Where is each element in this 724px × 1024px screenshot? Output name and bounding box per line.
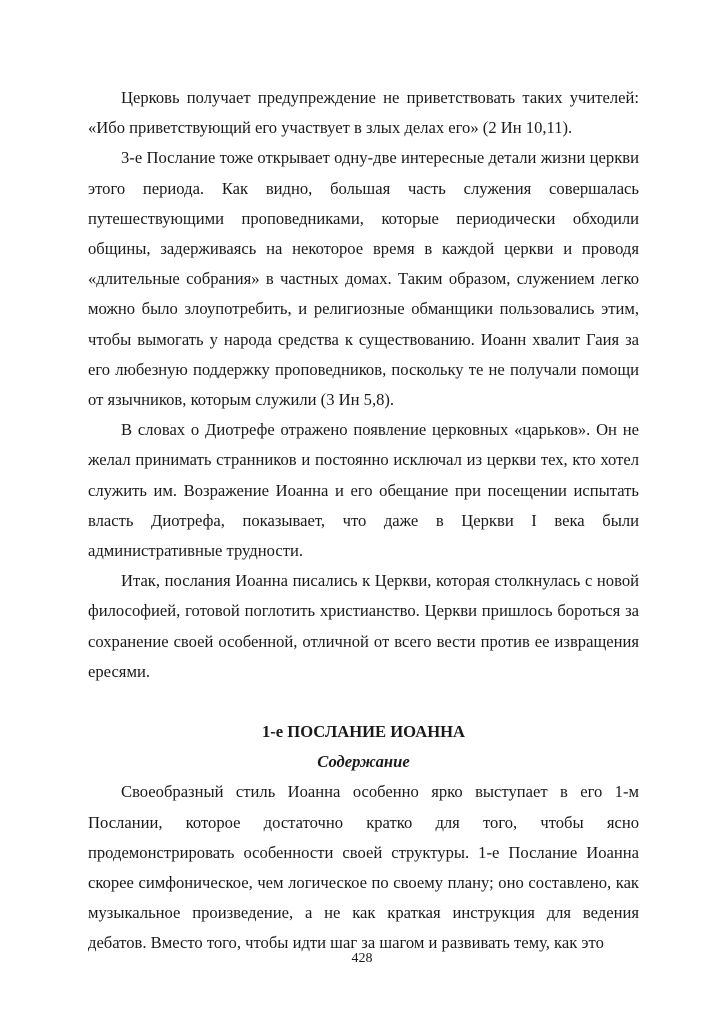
page-number: 428 <box>351 951 373 966</box>
page-body <box>88 83 639 959</box>
paragraph-first-epistle-style: Своеобразный стиль Иоанна особенно ярко выступает в его 1-м Послании, которое достаточно кратко для того, чтобы ясно продемонстрировать особенности своей структуры. 1-е Послание Иоанна скорее симфоническое, чем логическое по своему плану; оно составлено, как музыкальное произведение, а не как краткая инструкция для ведения дебатов. Вместо того, чтобы идти шаг за шагом и развивать тему, как это <box>88 782 639 953</box>
section-heading: 1-е ПОСЛАНИЕ ИОАННА <box>261 722 466 742</box>
paragraph-warning-teachers: Церковь получает предупреждение не приветствовать таких учителей: «Ибо приветствующий его участвует в злых делах его» (2 Ин 10,11). <box>88 88 639 138</box>
paragraph-conclusion: Итак, послания Иоанна писались к Церкви, которая столкнулась с новой философией, готовой поглотить христианство. Церкви пришлось бороться за сохранение своей особенной, отличной от всего вести против ее извращения ересями. <box>88 571 639 681</box>
paragraph-third-epistle: 3-е Послание тоже открывает одну-две интересные детали жизни церкви этого периода. Как видно, большая часть служения совершалась путешествующими проповедниками, которые периодически обходили общины, задерживаясь на некоторое время в каждой церкви и проводя «длительные собрания» в частных домах. Таким образом, служением легко можно было злоупотребить, и религиозные обманщики пользовались этим, чтобы вымогать у народа средства к существованию. Иоанн хвалит Гаия за его любезную поддержку проповедников, поскольку те не получали помощи от язычников, которым служили (3 Ин 5,8). <box>88 148 639 410</box>
paragraph-diotrephes: В словах о Диотрефе отражено появление церковных «царьков». Он не желал принимать странников и постоянно исключал из церкви тех, кто хотел служить им. Возражение Иоанна и его обещание при посещении испытать власть Диотрефа, показывает, что даже в Церкви I века были административные трудности. <box>88 420 639 561</box>
section-subheading: Содержание <box>317 752 410 772</box>
